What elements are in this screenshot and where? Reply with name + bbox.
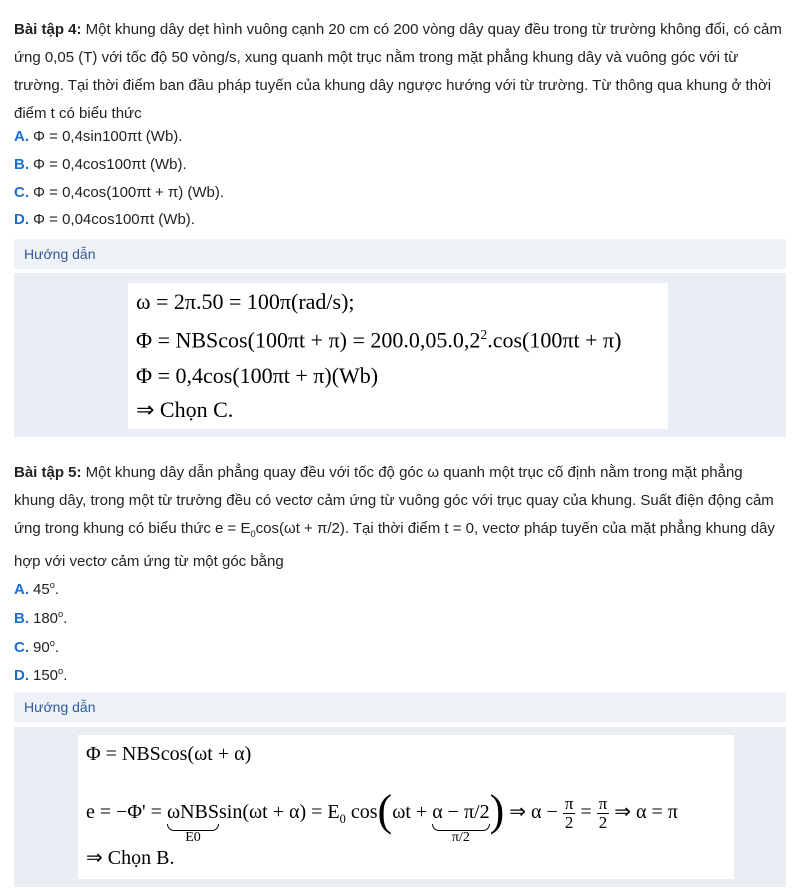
q5-option-c: C. 90$^o$. bbox=[14, 638, 60, 656]
q5-line1: Một khung dây dẫn phẳng quay đều với tốc độ góc ω quanh một trục cố định nằm trong mặt phẳng bbox=[81, 464, 743, 481]
q5-line4: hợp với vectơ cảm ứng từ một góc bằng bbox=[14, 553, 284, 570]
q5-option-d: D. 150$^o$. bbox=[14, 666, 68, 684]
q4-option-a: A. Φ = 0,4sin100πt (Wb). bbox=[14, 128, 183, 145]
sol4-line4: ⇒ Chọn C. bbox=[136, 397, 234, 422]
q5-line3: ứng trong khung có biểu thức $e = E_0\cos(\omega t + \pi/2)$. Tại thời điểm t = 0, vectơ pháp tuyến của mặt phẳng khung dây bbox=[14, 520, 775, 539]
q4-option-c: C. Φ = 0,4cos(100πt + π) (Wb). bbox=[14, 184, 225, 201]
sol4-line2: $\Phi = NBScos(100\pi t + \pi) = 200.0,05.0,2^2.\cos(100\pi t + \pi)$ bbox=[136, 327, 622, 353]
guide-toggle-4[interactable]: Hướng dẫn bbox=[14, 239, 786, 269]
sol4-line1: ω = 2π.50 = 100π(rad/s); bbox=[136, 289, 355, 314]
q5-option-a: A. 45$^o$. bbox=[14, 580, 60, 598]
sol5-line1: Φ = NBScos(ωt + α) bbox=[86, 743, 252, 765]
solution-panel-5 bbox=[14, 727, 786, 887]
q4-line4: điểm t có biểu thức bbox=[14, 105, 142, 122]
sol4-line3: Φ = 0,4cos(100πt + π)(Wb) bbox=[136, 363, 379, 388]
solution-panel-4 bbox=[14, 273, 786, 437]
solution-formula-4 bbox=[128, 283, 668, 429]
q4-line2: ứng 0,05 (T) với tốc độ 50 vòng/s, xung quanh một trục nằm trong mặt phẳng khung dây và vuông góc với từ bbox=[14, 49, 739, 66]
exercise-4-question bbox=[14, 16, 786, 128]
q5-option-b: B. 180$^o$. bbox=[14, 609, 68, 627]
fraction-pi-2-b: $\frac{\pi}{2}$ bbox=[598, 794, 608, 832]
q4-line3: trường. Tại thời điểm ban đầu pháp tuyến của khung dây ngược hướng với từ trường. Từ thông qua khung ở thời bbox=[14, 77, 772, 94]
q4-line1: Một khung dây dẹt hình vuông cạnh 20 cm có 200 vòng dây quay đều trong từ trường không đổi, có cảm bbox=[81, 21, 782, 38]
solution-formula-5 bbox=[78, 735, 734, 879]
underbrace-e0: ωNBS E0 bbox=[166, 801, 220, 846]
q4-option-b: B. Φ = 0,4cos100πt (Wb). bbox=[14, 156, 187, 173]
guide-toggle-5[interactable]: Hướng dẫn bbox=[14, 692, 786, 722]
exercise-5-question bbox=[14, 459, 786, 576]
fraction-pi-2: $\frac{\pi}{2}$ bbox=[564, 794, 574, 832]
underbrace-pi-half: α − π/2 π/2 bbox=[432, 801, 490, 846]
q4-option-d: D. Φ = 0,04cos100πt (Wb). bbox=[14, 211, 195, 228]
sol5-line2: e = −Φ' = ωNBS E0 $\sin(\omega t + \alpha) = E_0$ cos(ωt + α − π/2 π/2 ) ⇒ α − $\frac{\pi}{2}$ = $\frac{\pi}{2}$ ⇒ α = π bbox=[86, 786, 678, 846]
q5-line2: khung dây, trong một từ trường đều có vectơ cảm ứng từ vuông góc với trục quay của khung. Suất điện động cảm bbox=[14, 492, 774, 509]
exercise-5-label: Bài tập 5: bbox=[14, 464, 82, 481]
sol5-line3: ⇒ Chọn B. bbox=[86, 847, 175, 869]
exercise-4-label: Bài tập 4: bbox=[14, 21, 82, 38]
